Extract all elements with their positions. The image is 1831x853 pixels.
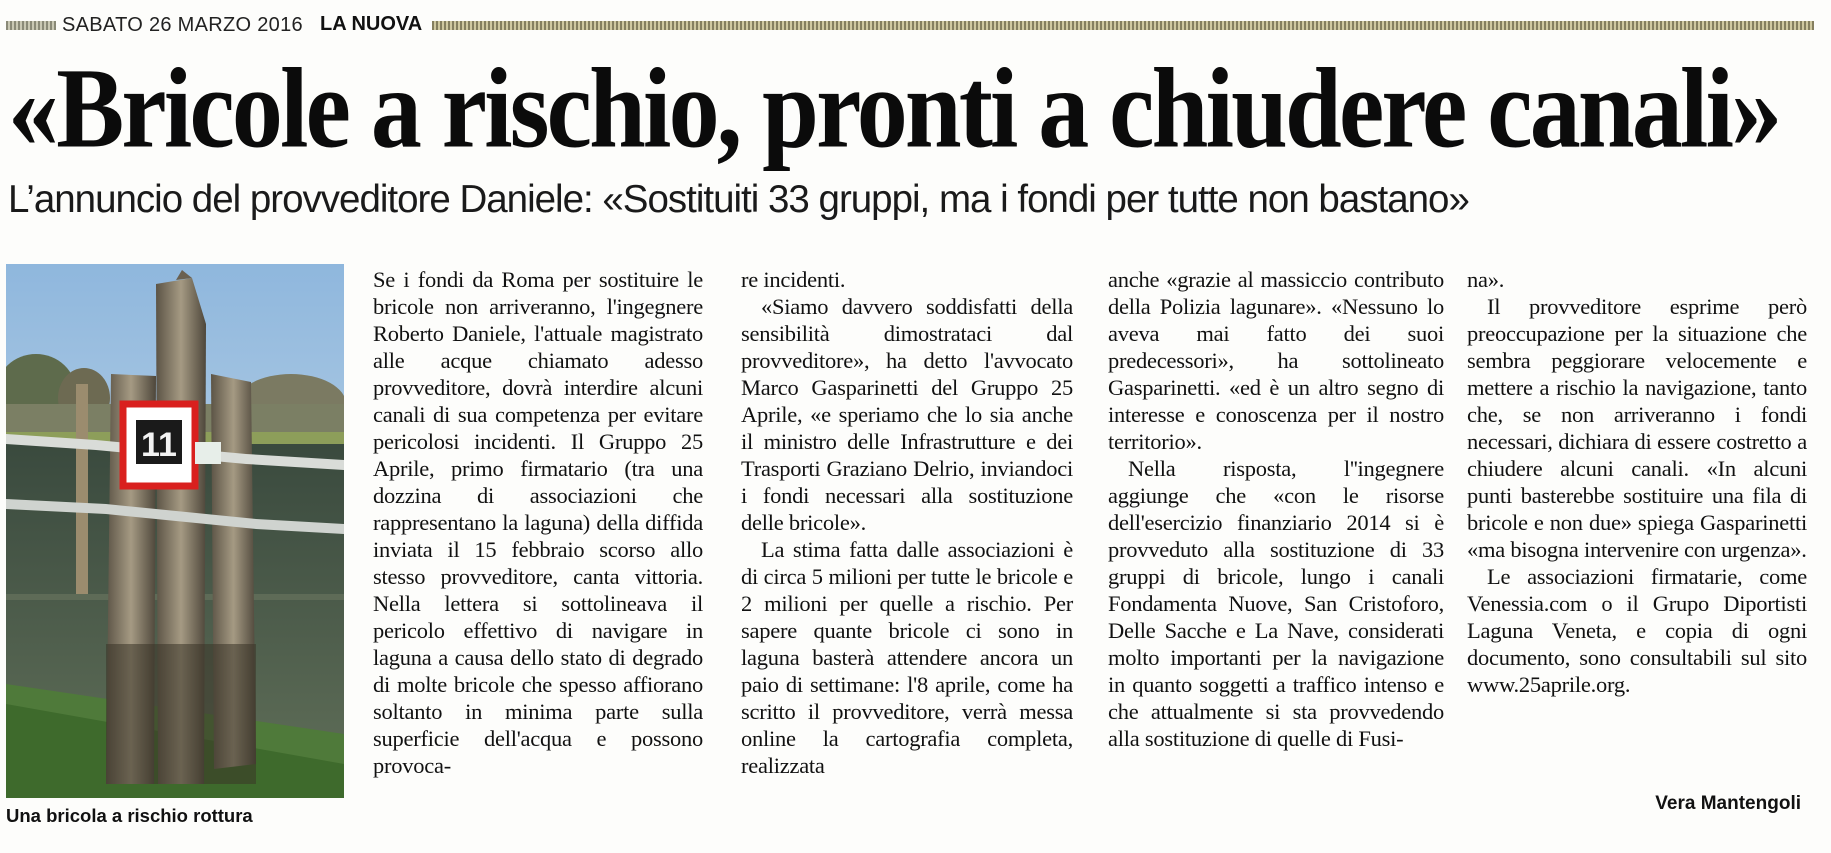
article-photo (6, 264, 344, 798)
article-column-3 (1108, 266, 1444, 826)
issue-date: SABATO 26 MARZO 2016 (62, 14, 303, 36)
article-column-1 (373, 266, 703, 826)
header-rule (432, 21, 1814, 30)
paragraph: Nella risposta, l''ingegnere aggiunge che «con le risorse dell'esercizio finanziario 2014 si è provveduto alla sostituzione di 33 gruppi di bricole, lungo i canali Fondamenta Nuove, San Cristoforo, Delle Sacche e La Nave, considerati molto importanti per la navigazione in quanto soggetti a traffico intenso e che attualmente si sta provvedendo alla sostituzione di quelle di Fusi- (1108, 456, 1444, 751)
paragraph: Se i fondi da Roma per sostituire le bricole non arriveranno, l'ingegnere Roberto Daniele, l'attuale magistrato alle acque chiamato adesso provveditore, dovrà interdire alcuni canali di sua competenza per evitare pericolosi incidenti. Il Gruppo 25 Aprile, primo firmatario (tra una dozzina di associazioni che rappresentano la laguna) della diffida inviata il 15 febbraio scorso allo stesso provveditore, canta vittoria. Nella lettera si sottolineava il pericolo effettivo di navigare in laguna a causa dello stato di degrado di molte bricole che spesso affiorano soltanto in minima parte sulla superficie dell'acqua e possono provoca- (373, 267, 703, 778)
paragraph: na». (1467, 267, 1505, 292)
article-column-2 (741, 266, 1073, 826)
header-rule-left (6, 21, 56, 30)
paragraph: La stima fatta dalle associazioni è di circa 5 milioni per tutte le bricole e 2 milioni per quelle a rischio. Per sapere quante bricole ci sono in laguna basterà attendere ancora un paio di settimane: l'8 aprile, come ha scritto il provveditore, verrà messa online la cartografia completa, realizzata (741, 537, 1073, 778)
byline: Vera Mantengoli (1655, 793, 1801, 814)
photo-caption: Una bricola a rischio rottura (6, 805, 253, 826)
headline: «Bricole a rischio, pronti a chiudere canali» (8, 45, 1780, 173)
sign-number: 11 (141, 426, 177, 464)
newspaper-name: LA NUOVA (320, 13, 423, 35)
paragraph: «Siamo davvero soddisfatti della sensibilità dimostrataci dal provveditore», ha detto l'avvocato Marco Gasparinetti del Gruppo 25 Aprile, «e speriamo che lo sia anche il ministro delle Infrastrutture e dei Trasporti Graziano Delrio, inviandoci i fondi necessari alla sostituzione delle bricole». (741, 294, 1073, 535)
paragraph: Il provveditore esprime però preoccupazione per la situazione che sembra peggiorare velocemente e mettere a rischio la navigazione, tanto che, se non arriveranno i fondi necessari, dichiara di essere costretto a chiudere alcuni canali. «In alcuni punti basterebbe sostituire una fila di bricole e non due» spiega Gasparinetti «ma bisogna intervenire con urgenza». (1467, 294, 1807, 562)
running-head (6, 10, 1814, 42)
paragraph: re incidenti. (741, 267, 846, 292)
paragraph: Le associazioni firmatarie, come Venessia.com o il Grupo Diportisti Laguna Veneta, e copia di ogni documento, sono consultabili sul sito www.25aprile.org. (1467, 564, 1807, 697)
paragraph: anche «grazie al massiccio contributo della Polizia lagunare». «Nessuno lo aveva mai fatto dei suoi predecessori», ha sottolineato Gasparinetti. «ed è un altro segno di interesse e conoscenza per il nostro territorio». (1108, 267, 1444, 454)
subheadline: L’annuncio del provveditore Daniele: «Sostituiti 33 gruppi, ma i fondi per tutte non bastano» (8, 178, 1469, 221)
article-column-4 (1467, 266, 1807, 826)
